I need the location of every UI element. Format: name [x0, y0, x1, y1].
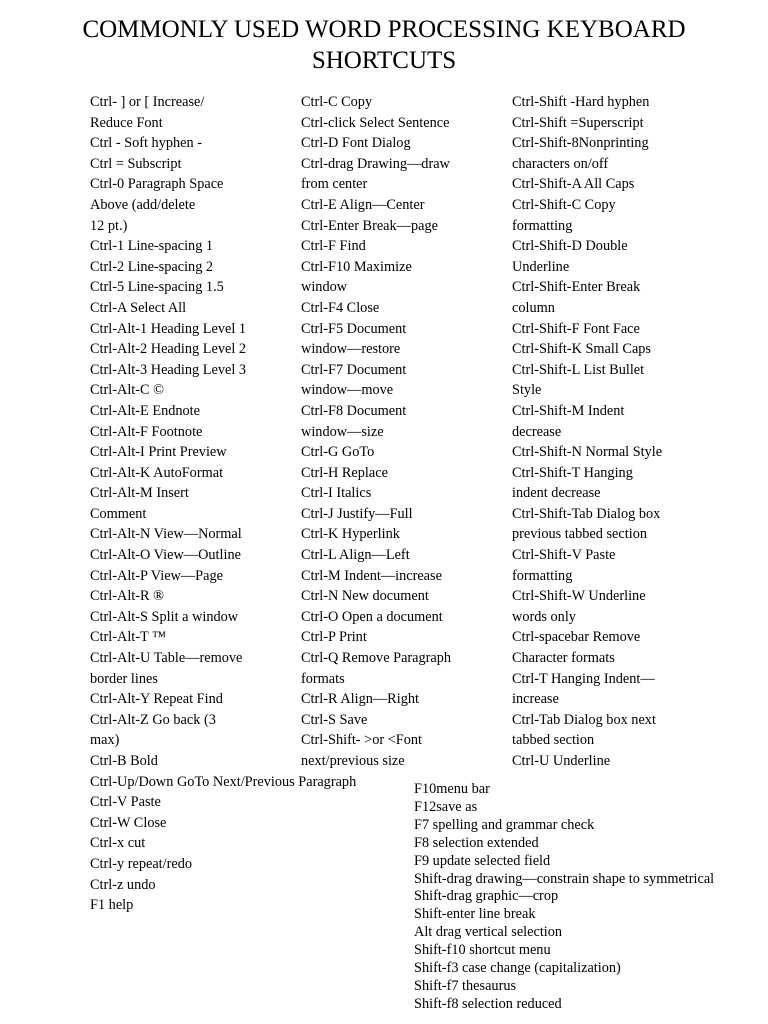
shortcut-entry: Ctrl-Q Remove Paragraph [301, 650, 452, 667]
shortcut-entry: Ctrl-F10 Maximize [301, 258, 412, 275]
shortcut-entry: Alt drag vertical selection [414, 924, 563, 941]
shortcut-entry: Ctrl-P Print [301, 629, 367, 646]
shortcut-entry: Ctrl-G GoTo [301, 444, 375, 461]
shortcut-entry: Ctrl-Alt-M Insert [90, 485, 189, 502]
shortcut-entry: Ctrl-Alt-K AutoFormat [90, 464, 224, 481]
shortcut-entry: Ctrl-Alt-F Footnote [90, 423, 203, 440]
shortcut-entry: Ctrl-F5 Document [301, 320, 407, 337]
shortcut-entry: Ctrl-A Select All [90, 299, 187, 316]
shortcut-entry: Shift-drag graphic—crop [414, 888, 559, 905]
shortcut-entry: Ctrl-F8 Document [301, 402, 407, 419]
shortcut-entry: Ctrl-Alt-Y Repeat Find [90, 691, 223, 708]
shortcut-entry: Ctrl-V Paste [90, 794, 161, 811]
shortcut-entry: Ctrl-drag Drawing—draw [301, 155, 450, 172]
shortcut-entry: Ctrl-I Italics [301, 485, 372, 502]
shortcut-entry: decrease [512, 423, 562, 440]
shortcut-column-2 [301, 92, 451, 772]
shortcut-entry: Ctrl-Shift -Hard hyphen [512, 94, 650, 110]
shortcut-entry: Ctrl-Shift-V Paste [512, 547, 616, 564]
shortcut-entry: Ctrl-B Bold [90, 753, 158, 769]
shortcut-entry: formats [301, 670, 345, 687]
function-key-list [414, 781, 714, 1014]
shortcut-entry: Ctrl-Alt-R ® [90, 588, 165, 605]
shortcut-entry: Ctrl-D Font Dialog [301, 135, 411, 152]
shortcut-entry: Shift-enter line break [414, 906, 536, 923]
title-line-2: SHORTCUTS [311, 47, 457, 74]
shortcut-entry: Shift-f10 shortcut menu [414, 942, 551, 959]
shortcut-entry: F8 selection extended [414, 834, 539, 851]
shortcut-entry: Ctrl-F4 Close [301, 299, 380, 316]
shortcut-entry: Ctrl-2 Line-spacing 2 [90, 258, 214, 275]
shortcut-entry: Ctrl-Shift-Enter Break [512, 279, 641, 296]
shortcut-entry: Ctrl-R Align—Right [301, 691, 419, 708]
shortcut-entry: F9 update selected field [414, 852, 551, 869]
shortcut-entry: Ctrl - Soft hyphen - [90, 135, 202, 152]
shortcut-entry: Style [512, 382, 542, 399]
shortcut-entry: Ctrl-Enter Break—page [301, 217, 438, 234]
shortcut-entry: Ctrl-F7 Document [301, 361, 407, 378]
shortcut-entry: Ctrl-Shift =Superscript [512, 114, 644, 131]
shortcut-entry: formatting [512, 217, 573, 234]
shortcut-entry: 12 pt.) [90, 217, 128, 234]
shortcut-entry: Ctrl-Shift-L List Bullet [512, 361, 645, 378]
shortcut-entry: Ctrl-Alt-I Print Preview [90, 444, 227, 461]
shortcut-entry: Shift-f8 selection reduced [414, 995, 562, 1012]
shortcut-entry: Ctrl-Up/Down GoTo Next/Previous Paragraph [90, 773, 357, 790]
shortcut-entry: window—restore [301, 341, 401, 358]
shortcut-entry: Ctrl-1 Line-spacing 1 [90, 238, 214, 255]
shortcut-entry: Ctrl-Alt-1 Heading Level 1 [90, 320, 247, 337]
shortcut-entry: F12save as [414, 798, 478, 815]
shortcut-entry: Ctrl-Shift-A All Caps [512, 176, 635, 193]
shortcut-entry: Ctrl-H Replace [301, 464, 388, 481]
shortcut-entry: F10menu bar [414, 781, 490, 797]
shortcut-entry: window [301, 279, 348, 296]
shortcut-entry: Ctrl-Alt-U Table—remove [90, 650, 243, 667]
shortcut-entry: increase [512, 691, 559, 708]
shortcut-entry: formatting [512, 567, 573, 584]
title-line-1: COMMONLY USED WORD PROCESSING KEYBOARD [82, 16, 686, 43]
shortcut-entry: Ctrl-Shift-8Nonprinting [512, 135, 649, 152]
shortcut-entry: Ctrl-z undo [90, 876, 156, 893]
shortcut-entry: indent decrease [512, 485, 601, 502]
shortcut-entry: Ctrl-Shift-F Font Face [512, 320, 640, 337]
shortcut-entry: Ctrl-S Save [301, 711, 368, 728]
shortcut-entry: Shift-drag drawing—constrain shape to symmetrical [414, 870, 715, 887]
shortcut-entry: Ctrl-Alt-N View—Normal [90, 526, 242, 543]
shortcut-entry: Ctrl-U Underline [512, 753, 611, 769]
shortcut-entry: previous tabbed section [512, 526, 647, 543]
shortcut-entry: column [512, 299, 555, 316]
shortcut-entry: F1 help [90, 897, 134, 914]
page-title [0, 14, 768, 76]
shortcut-entry: Ctrl-Alt-Z Go back (3 [90, 711, 216, 728]
shortcut-entry: Ctrl-y repeat/redo [90, 855, 193, 872]
shortcut-entry: Ctrl-Shift-M Indent [512, 402, 625, 419]
shortcut-entry: Underline [512, 258, 570, 275]
shortcut-entry: Character formats [512, 650, 615, 667]
shortcut-entry: Above (add/delete [90, 196, 196, 213]
shortcut-entry: Ctrl-K Hyperlink [301, 526, 400, 543]
shortcut-entry: Ctrl-x cut [90, 835, 146, 852]
shortcut-entry: window—move [301, 382, 394, 399]
shortcut-entry: Ctrl-Alt-T ™ [90, 629, 167, 646]
shortcut-entry: border lines [90, 670, 158, 687]
shortcut-entry: Ctrl-Shift-W Underline [512, 588, 646, 605]
shortcut-entry: Shift-f7 thesaurus [414, 977, 517, 994]
shortcut-entry: from center [301, 176, 368, 193]
shortcut-entry: next/previous size [301, 753, 405, 769]
shortcut-entry: Ctrl-Alt-O View—Outline [90, 547, 241, 564]
shortcut-entry: Ctrl-E Align—Center [301, 196, 425, 213]
shortcut-entry: words only [512, 608, 576, 625]
shortcut-entry: Ctrl-Alt-2 Heading Level 2 [90, 341, 247, 358]
shortcut-entry: Ctrl-Shift-Tab Dialog box [512, 505, 661, 522]
shortcut-entry: Ctrl-0 Paragraph Space [90, 176, 224, 193]
shortcut-entry: Ctrl-Alt-E Endnote [90, 402, 200, 419]
shortcut-entry: Ctrl-Shift-N Normal Style [512, 444, 663, 461]
shortcut-entry: Ctrl-Alt-3 Heading Level 3 [90, 361, 247, 378]
shortcut-entry: window—size [301, 423, 384, 440]
shortcut-entry: Ctrl-click Select Sentence [301, 114, 450, 131]
shortcut-entry: F7 spelling and grammar check [414, 816, 595, 833]
shortcut-entry: Ctrl-Shift- >or <Font [301, 732, 422, 749]
shortcut-entry: Ctrl-Alt-S Split a window [90, 608, 239, 625]
shortcut-entry: Ctrl-F Find [301, 238, 366, 255]
shortcut-entry: characters on/off [512, 155, 609, 172]
shortcut-entry: Ctrl-J Justify—Full [301, 505, 413, 522]
shortcut-entry: Ctrl- ] or [ Increase/ [90, 94, 205, 110]
shortcut-entry: Ctrl-Shift-C Copy [512, 196, 616, 213]
shortcut-entry: Ctrl-Alt-C © [90, 382, 165, 399]
shortcut-entry: Ctrl-T Hanging Indent— [512, 670, 655, 687]
shortcut-entry: Ctrl-C Copy [301, 94, 373, 110]
shortcut-entry: Ctrl = Subscript [90, 155, 182, 172]
shortcut-entry: Ctrl-N New document [301, 588, 429, 605]
shortcut-entry: Ctrl-M Indent—increase [301, 567, 442, 584]
shortcut-entry: Shift-f3 case change (capitalization) [414, 960, 621, 977]
shortcut-entry: Comment [90, 505, 147, 522]
shortcut-entry: tabbed section [512, 732, 595, 749]
shortcut-entry: Reduce Font [90, 114, 163, 131]
shortcut-entry: Ctrl-Shift-D Double [512, 238, 628, 255]
shortcut-entry: Ctrl-5 Line-spacing 1.5 [90, 279, 224, 296]
shortcut-entry: Ctrl-W Close [90, 814, 167, 831]
shortcut-entry: Ctrl-Shift-K Small Caps [512, 341, 651, 358]
shortcut-entry: Ctrl-Tab Dialog box next [512, 711, 656, 728]
shortcut-entry: Ctrl-Shift-T Hanging [512, 464, 633, 481]
shortcut-entry: Ctrl-O Open a document [301, 608, 443, 625]
shortcut-entry: Ctrl-spacebar Remove [512, 629, 641, 646]
shortcut-entry: Ctrl-L Align—Left [301, 547, 410, 564]
shortcut-column-3 [512, 92, 662, 772]
shortcut-entry: max) [90, 732, 120, 749]
shortcut-entry: Ctrl-Alt-P View—Page [90, 567, 223, 584]
